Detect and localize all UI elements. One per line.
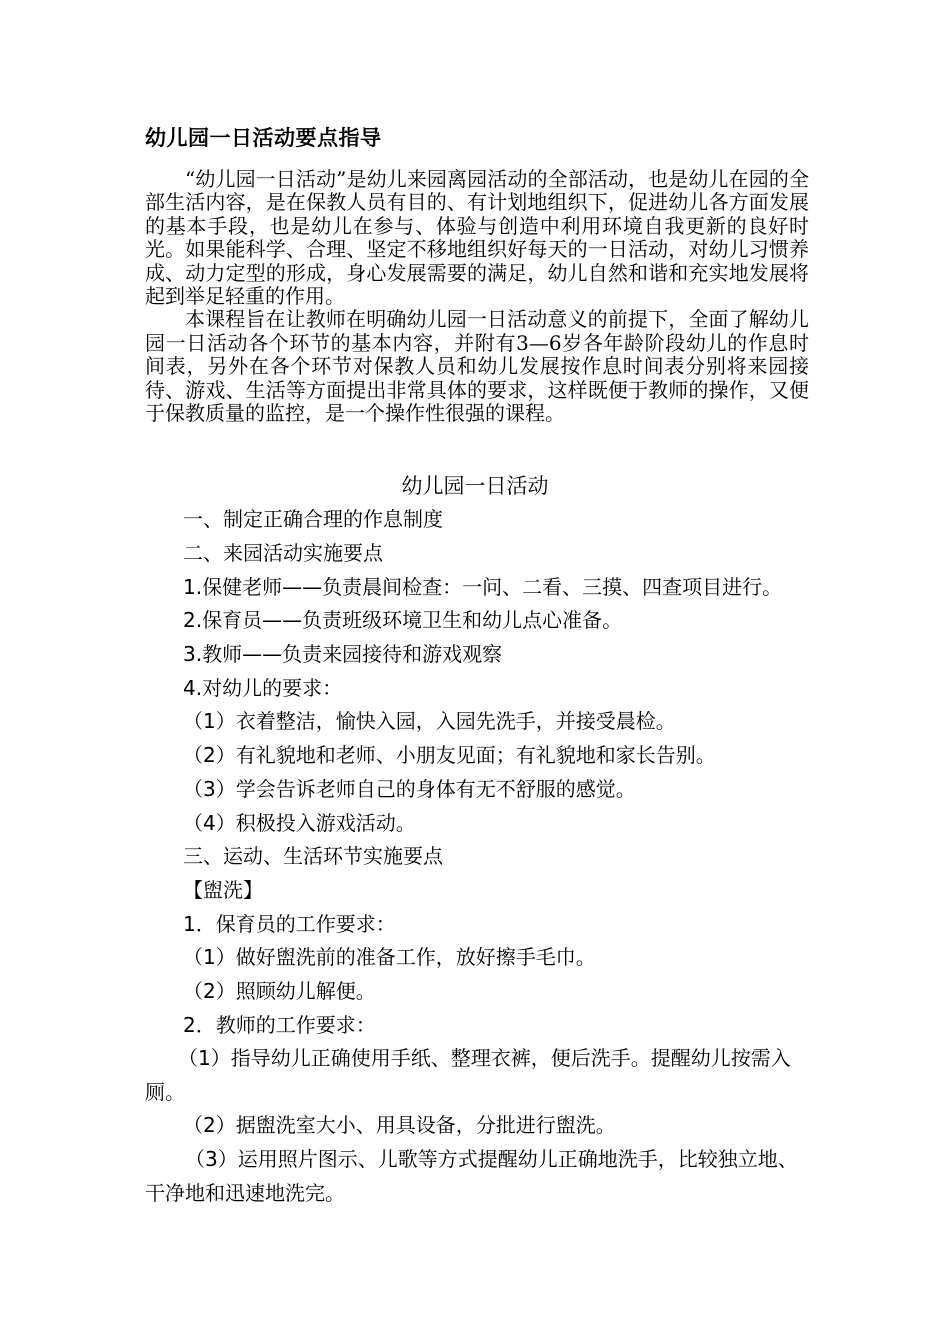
teacher-sub-item-3: （3）运用照片图示、儿歌等方式提醒幼儿正确地洗手，比较独立地、干净地和迅速地洗完。: [145, 1147, 798, 1205]
teacher-sub-item-3-block: [145, 1142, 809, 1210]
item-caregiver-requirements: 1．保育员的工作要求：: [183, 912, 396, 936]
intro-block: [145, 168, 809, 425]
item-teacher: 3.教师——负责来园接待和游戏观察: [183, 642, 503, 666]
sub-item-2: （2）有礼貌地和老师、小朋友见面；有礼貌地和家长告别。: [183, 743, 716, 767]
intro-paragraph-1: “幼儿园一日活动”是幼儿来园离园活动的全部活动，也是幼儿在园的全部生活内容，是在保教人员有目的、有计划地组织下，促进幼儿各方面发展的基本手段，也是幼儿在参与、体验与创造中利用环境自我更新的良好时光。如果能科学、合理、坚定不移地组织好每天的一日活动，对幼儿习惯养成、动力定型的形成，身心发展需要的满足，幼儿自然和谐和充实地发展将起到举足轻重的作用。: [145, 167, 809, 309]
heading-arrival: 二、来园活动实施要点: [183, 541, 383, 565]
item-child-requirements: 4.对幼儿的要求：: [183, 676, 343, 700]
sub-item-1: （1）衣着整洁，愉快入园，入园先洗手，并接受晨检。: [183, 709, 676, 733]
caregiver-sub-item-2: （2）照顾幼儿解便。: [183, 979, 376, 1003]
item-caregiver: 2.保育员——负责班级环境卫生和幼儿点心准备。: [183, 608, 623, 632]
heading-routines: 三、运动、生活环节实施要点: [183, 844, 443, 868]
heading-washing: 【盥洗】: [183, 878, 263, 902]
teacher-sub-item-2: （2）据盥洗室大小、用具设备，分批进行盥洗。: [183, 1113, 616, 1137]
item-health-teacher: 1.保健老师——负责晨间检查：一问、二看、三摸、四查项目进行。: [183, 575, 783, 599]
caregiver-sub-item-1: （1）做好盥洗前的准备工作，放好擦手毛巾。: [183, 945, 596, 969]
item-teacher-requirements: 2．教师的工作要求：: [183, 1013, 376, 1037]
document-title: 幼儿园一日活动要点指导: [145, 126, 382, 150]
sub-item-3: （3）学会告诉老师自己的身体有无不舒服的感觉。: [183, 777, 636, 801]
sub-item-4: （4）积极投入游戏活动。: [183, 811, 416, 835]
heading-schedule: 一、制定正确合理的作息制度: [183, 507, 443, 531]
section-title: 幼儿园一日活动: [401, 474, 549, 498]
teacher-sub-item-1-block: [145, 1041, 809, 1109]
intro-paragraph-2: 本课程旨在让教师在明确幼儿园一日活动意义的前提下，全面了解幼儿园一日活动各个环节的基本内容，并附有3—6岁各年龄阶段幼儿的作息时间表，另外在各个环节对保教人员和幼儿发展按作息时间表分别将来园接待、游戏、生活等方面提出非常具体的要求，这样既便于教师的操作，又便于保教质量的监控，是一个操作性很强的课程。: [145, 307, 809, 426]
teacher-sub-item-1: （1）指导幼儿正确使用手纸、整理衣裤，便后洗手。提醒幼儿按需入厕。: [145, 1046, 791, 1104]
